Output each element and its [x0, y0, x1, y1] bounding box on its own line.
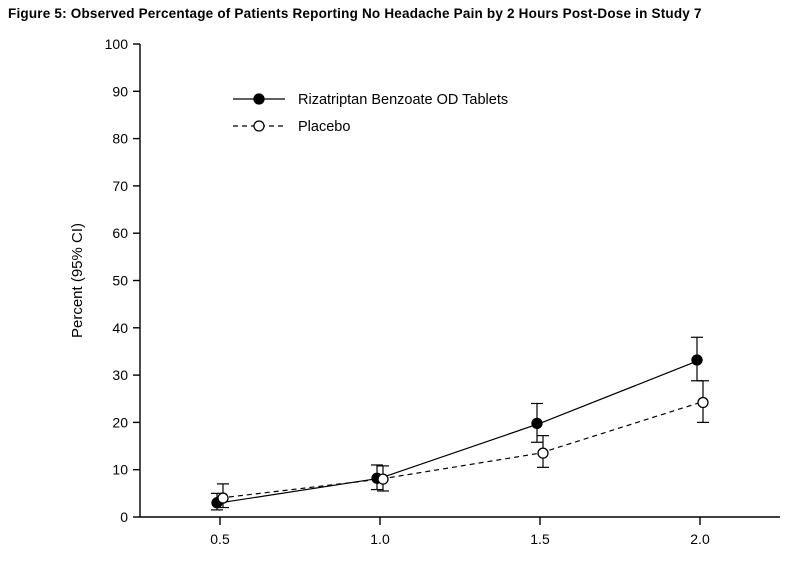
chart-container: [0, 30, 798, 562]
data-point-marker: [218, 493, 228, 503]
page-title: Figure 5: Observed Percentage of Patients Reporting No Headache Pain by 2 Hours Post-Dose in Study 7: [8, 6, 702, 21]
y-axis-tick-label: 10: [112, 461, 128, 478]
y-axis-tick-label: 30: [112, 367, 128, 384]
data-point-marker: [692, 355, 702, 365]
y-axis-title: Percent (95% CI): [69, 222, 86, 339]
legend-label-1: Placebo: [298, 119, 351, 135]
data-point-marker: [538, 448, 548, 458]
y-axis-tick-label: 40: [112, 319, 128, 336]
y-axis-tick-label: 90: [112, 83, 128, 100]
series-line-0: [220, 360, 700, 503]
x-axis-tick-label: 1.0: [370, 531, 390, 547]
y-axis-tick-label: 100: [104, 36, 128, 52]
data-point-marker: [532, 418, 542, 428]
y-axis-tick-label: 80: [112, 130, 128, 147]
y-axis-tick-label: 0: [120, 509, 128, 525]
data-point-marker: [378, 474, 388, 484]
y-axis-tick-label: 50: [112, 272, 128, 289]
x-axis-tick-label: 0.5: [210, 531, 230, 547]
x-axis-tick-label: 1.5: [530, 531, 550, 547]
legend-marker-0: [254, 94, 264, 104]
legend-label-0: Rizatriptan Benzoate OD Tablets: [298, 92, 509, 108]
y-axis-tick-label: 70: [112, 177, 128, 194]
y-axis-tick-label: 60: [112, 225, 128, 242]
data-point-marker: [698, 398, 708, 408]
y-axis-tick-label: 20: [112, 414, 128, 431]
line-chart: [0, 30, 798, 562]
legend-marker-1: [254, 121, 264, 131]
x-axis-tick-label: 2.0: [690, 531, 710, 547]
